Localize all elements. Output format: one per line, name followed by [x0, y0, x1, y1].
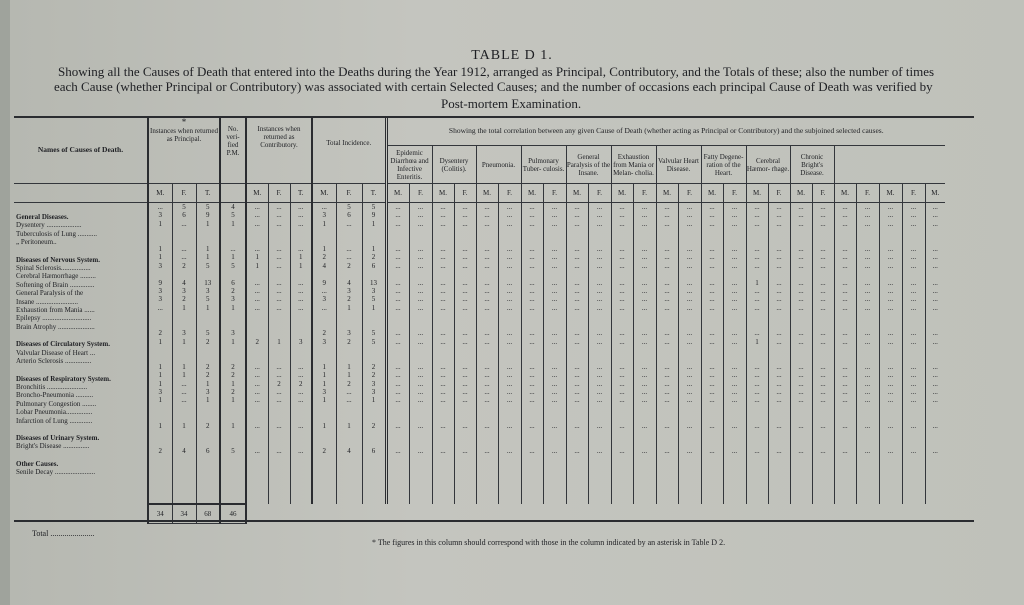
mf-label: F.	[856, 184, 879, 203]
correlation-column: ... ... ... ... ... ... ... ... ... ... ... ... ... ... ... ... ... ... ...	[834, 203, 856, 505]
mf-label: F.	[543, 184, 566, 203]
blank-selected-causes	[834, 146, 945, 184]
mf-label: M.	[476, 184, 498, 203]
mf-label: M.	[566, 184, 588, 203]
cause-name: Insane ........................	[16, 297, 79, 306]
mf-label: M.	[746, 184, 768, 203]
mf-label: M.	[246, 184, 268, 203]
table-title: TABLE D 1.	[471, 48, 553, 63]
correlation-column: ... ... ... ... ... ... ... ... ... ... ... ... ... ... ... ... ... ... ...	[768, 203, 790, 505]
asterisk-mark: *	[181, 117, 187, 127]
cause-name: Cerebral Hæmorrhage .........	[16, 272, 96, 281]
selected-cause-pneumonia: Pneumonia.	[476, 146, 521, 184]
correlation-column: ... ... ... ... ... ... ... ... ... ... ... ... ... ... ... ... ... ... ...	[902, 203, 925, 505]
mf-label: M.	[148, 184, 172, 203]
total-label: Total ......................	[32, 529, 95, 538]
correlation-column: ... ... ... ... ... ... ... ... ... ... ... ... ... ... ... ... ... ... ...	[701, 203, 723, 505]
mf-label: T.	[196, 184, 220, 203]
causes-table	[14, 117, 945, 524]
mf-label: F.	[633, 184, 656, 203]
mf-label: F.	[454, 184, 476, 203]
verified-mf-blank	[220, 184, 246, 203]
cause-name: Infarction of Lung .............	[16, 416, 93, 425]
correlation-column: ... ... ... ... ... ... ... ... ... ... ... ... ... ... ... ... ... ... ...	[543, 203, 566, 505]
selected-cause-exhaustion-mania: Exhaustion from Mania or Melan- cholia.	[611, 146, 656, 184]
mf-label: M.	[879, 184, 902, 203]
group-urinary: Diseases of Urinary System.	[16, 433, 100, 442]
correlation-column: ... ... ... ... ... ... 1 ... ... ... ... 1 ... ... ... ... ... ... ...	[746, 203, 768, 505]
contributory-t-column: ... ... ... ... 1 1 ... ... ... ... 3 ... ... 2 ... ... ... ...	[290, 203, 312, 505]
cause-name: Valvular Disease of Heart ...	[16, 348, 96, 357]
group-general: General Diseases.	[16, 213, 69, 221]
group-other: Other Causes.	[16, 459, 59, 468]
intro-line-3: Post-mortem Examination.	[441, 96, 582, 111]
group-circulatory: Diseases of Circulatory System.	[16, 340, 110, 349]
principal-header-text: Instances when returned as Principal.	[149, 127, 219, 143]
mf-label: M.	[312, 184, 336, 203]
correlation-column: ... ... ... ... ... ... ... ... ... ... ... ... ... ... ... ... ... ... ...	[386, 203, 409, 505]
names-mf-blank	[14, 184, 148, 203]
mf-label: F.	[768, 184, 790, 203]
intro-line-1: Showing all the Causes of Death that entered into the Deaths during the Year 1912, arranged as Principal, Contributory, and the Totals of these; also the number of times	[58, 64, 935, 79]
selected-cause-pulmonary-tuberculosis: Pulmonary Tuber- culosis.	[521, 146, 566, 184]
cause-name: Softening of Brain ..............	[16, 280, 95, 289]
mf-label: M.	[656, 184, 678, 203]
cause-name: Bright's Disease ...............	[16, 442, 90, 451]
cause-name: Spinal Sclerosis.................	[16, 264, 91, 273]
total-principal-f: 34	[172, 504, 196, 524]
cause-names-cell	[14, 203, 148, 505]
mf-label: F.	[172, 184, 196, 203]
principal-m-column: ... 3 1 1 1 3 9 3 3 ... 2 1 1 1 1 3 1 1 2	[148, 203, 172, 505]
cause-name: „ Peritoneum..	[16, 238, 57, 247]
principal-f-column: 5 6 ... ... ... 2 4 3 2 1 3 1 1 1 ... ... ... 1 4	[172, 203, 196, 505]
mf-label: M.	[432, 184, 454, 203]
mf-label: M.	[701, 184, 723, 203]
total-m-column: ... 3 1 1 2 4 9 ... 3 ... 2 3 1 1 1 3 1 1 2	[312, 203, 336, 505]
contributory-header: Instances when returned as Contributory.	[246, 117, 312, 184]
correlation-column: ... ... ... ... ... ... ... ... ... ... ... ... ... ... ... ... ... ... ...	[925, 203, 945, 505]
correlation-column: ... ... ... ... ... ... ... ... ... ... ... ... ... ... ... ... ... ... ...	[611, 203, 633, 505]
selected-cause-dysentery: Dysentery (Colitis).	[432, 146, 476, 184]
mf-label: F.	[812, 184, 834, 203]
correlation-column: ... ... ... ... ... ... ... ... ... ... ... ... ... ... ... ... ... ... ...	[879, 203, 902, 505]
total-incidence-header: Total Incidence.	[312, 117, 386, 184]
correlation-column: ... ... ... ... ... ... ... ... ... ... ... ... ... ... ... ... ... ... ...	[588, 203, 611, 505]
group-respiratory: Diseases of Respiratory System.	[16, 374, 111, 383]
mf-label: F.	[409, 184, 432, 203]
correlation-column: ... ... ... ... ... ... ... ... ... ... ... ... ... ... ... ... ... ... ...	[678, 203, 701, 505]
selected-cause-general-paralysis: General Paralysis of the Insane.	[566, 146, 611, 184]
mf-label: F.	[588, 184, 611, 203]
cause-name: Senile Decay .......................	[16, 468, 96, 477]
contributory-f-column: ... ... ... ... ... ... ... ... ... ... 1 ... ... 2 ... ... ... ...	[268, 203, 290, 505]
correlation-column: ... ... ... ... ... ... ... ... ... ... ... ... ... ... ... ... ... ... ...	[498, 203, 521, 505]
cause-name: Brain Atrophy .....................	[16, 322, 95, 331]
mf-label: F.	[498, 184, 521, 203]
verified-header: No. veri- fied P.M.	[220, 117, 246, 184]
correlation-column: ... ... ... ... ... ... ... ... ... ... ... ... ... ... ... ... ... ... ...	[723, 203, 746, 505]
cause-name: Lobar Pneumonia...............	[16, 408, 93, 417]
mf-label: F.	[268, 184, 290, 203]
bottom-rule	[14, 520, 974, 522]
total-principal-m: 34	[148, 504, 172, 524]
group-nervous: Diseases of Nervous System.	[16, 255, 100, 264]
mf-label: M.	[521, 184, 543, 203]
mf-label: M.	[925, 184, 945, 203]
correlation-column: ... ... ... ... ... ... ... ... ... ... ... ... ... ... ... ... ... ... ...	[656, 203, 678, 505]
selected-cause-chronic-brights: Chronic Bright's Disease.	[790, 146, 834, 184]
names-header: Names of Causes of Death.	[37, 145, 124, 154]
cause-name: Broncho-Pneumonia ..........	[16, 391, 94, 400]
correlation-column: ... ... ... ... ... ... ... ... ... ... ... ... ... ... ... ... ... ... ...	[633, 203, 656, 505]
correlation-column: ... ... ... ... ... ... ... ... ... ... ... ... ... ... ... ... ... ... ...	[812, 203, 834, 505]
mf-label: F.	[723, 184, 746, 203]
mf-label: F.	[336, 184, 362, 203]
contributory-m-column: ... ... ... ... 1 1 ... ... ... ... 2 ... ... ... ... ... ... ...	[246, 203, 268, 505]
cause-name: Epilepsy ............................	[16, 314, 92, 323]
principal-header	[148, 117, 220, 184]
correlation-column: ... ... ... ... ... ... ... ... ... ... ... ... ... ... ... ... ... ... ...	[566, 203, 588, 505]
total-principal-t: 68	[196, 504, 220, 524]
mf-label: F.	[678, 184, 701, 203]
cause-name: Dysentery ....................	[16, 221, 82, 230]
correlation-column: ... ... ... ... ... ... ... ... ... ... ... ... ... ... ... ... ... ... ...	[790, 203, 812, 505]
total-t-column: 5 9 1 1 2 6 13 3 5 1 5 5 2 2 3 3 1 2 6	[362, 203, 386, 505]
cause-name: Exhaustion from Mania ......	[16, 306, 95, 315]
intro-line-2: each Cause (whether Principal or Contributory) was associated with certain Selected Causes; and the number of occasions each principal Cause of Death was verified by	[54, 79, 933, 94]
correlation-column: ... ... ... ... ... ... ... ... ... ... ... ... ... ... ... ... ... ... ...	[521, 203, 543, 505]
correlation-column: ... ... ... ... ... ... ... ... ... ... ... ... ... ... ... ... ... ... ...	[409, 203, 432, 505]
mf-label: T.	[362, 184, 386, 203]
total-verified: 46	[220, 504, 246, 524]
mf-label: M.	[790, 184, 812, 203]
correlation-column: ... ... ... ... ... ... ... ... ... ... ... ... ... ... ... ... ... ... ...	[476, 203, 498, 505]
correlation-header: Showing the total correlation between any given Cause of Death (whether acting as Principal or Contributory) and the subjoined selected causes.	[386, 117, 945, 146]
mf-label: T.	[290, 184, 312, 203]
selected-cause-epidemic-diarrhoea: Epidemic Diarrhœa and Infective Enteritis.	[386, 146, 432, 184]
mf-label: M.	[611, 184, 633, 203]
selected-cause-cerebral-haemorrhage: Cerebral Hæmor- rhage.	[746, 146, 790, 184]
correlation-column: ... ... ... ... ... ... ... ... ... ... ... ... ... ... ... ... ... ... ...	[454, 203, 476, 505]
cause-name: Bronchitis .......................	[16, 382, 88, 391]
mf-label: M.	[386, 184, 409, 203]
correlation-column: ... ... ... ... ... ... ... ... ... ... ... ... ... ... ... ... ... ... ...	[432, 203, 454, 505]
cause-name: General Paralysis of the	[16, 289, 84, 298]
cause-name: Tuberculosis of Lung ...........	[16, 229, 98, 238]
mf-label: M.	[834, 184, 856, 203]
cause-name: Pulmonary Congestion ........	[16, 399, 97, 408]
mf-label: F.	[902, 184, 925, 203]
principal-t-column: 5 9 1 1 1 5 13 3 5 1 5 2 2 2 1 3 1 2 6	[196, 203, 220, 505]
total-f-column: 5 6 ... ... ... 2 4 3 2 1 3 2 1 1 2 ... ... 1 4	[336, 203, 362, 505]
selected-cause-fatty-degeneration: Fatty Degene- ration of the Heart.	[701, 146, 746, 184]
verified-column: 4 5 1 ... 1 5 6 2 3 1 3 1 2 2 1 2 1 1 5	[220, 203, 246, 505]
selected-cause-valvular-heart: Valvular Heart Disease.	[656, 146, 701, 184]
correlation-column: ... ... ... ... ... ... ... ... ... ... ... ... ... ... ... ... ... ... ...	[856, 203, 879, 505]
footnote: * The figures in this column should correspond with those in the column indicated by an asterisk in Table D 2.	[372, 538, 726, 547]
cause-name: Arterio Sclerosis ...............	[16, 357, 92, 366]
